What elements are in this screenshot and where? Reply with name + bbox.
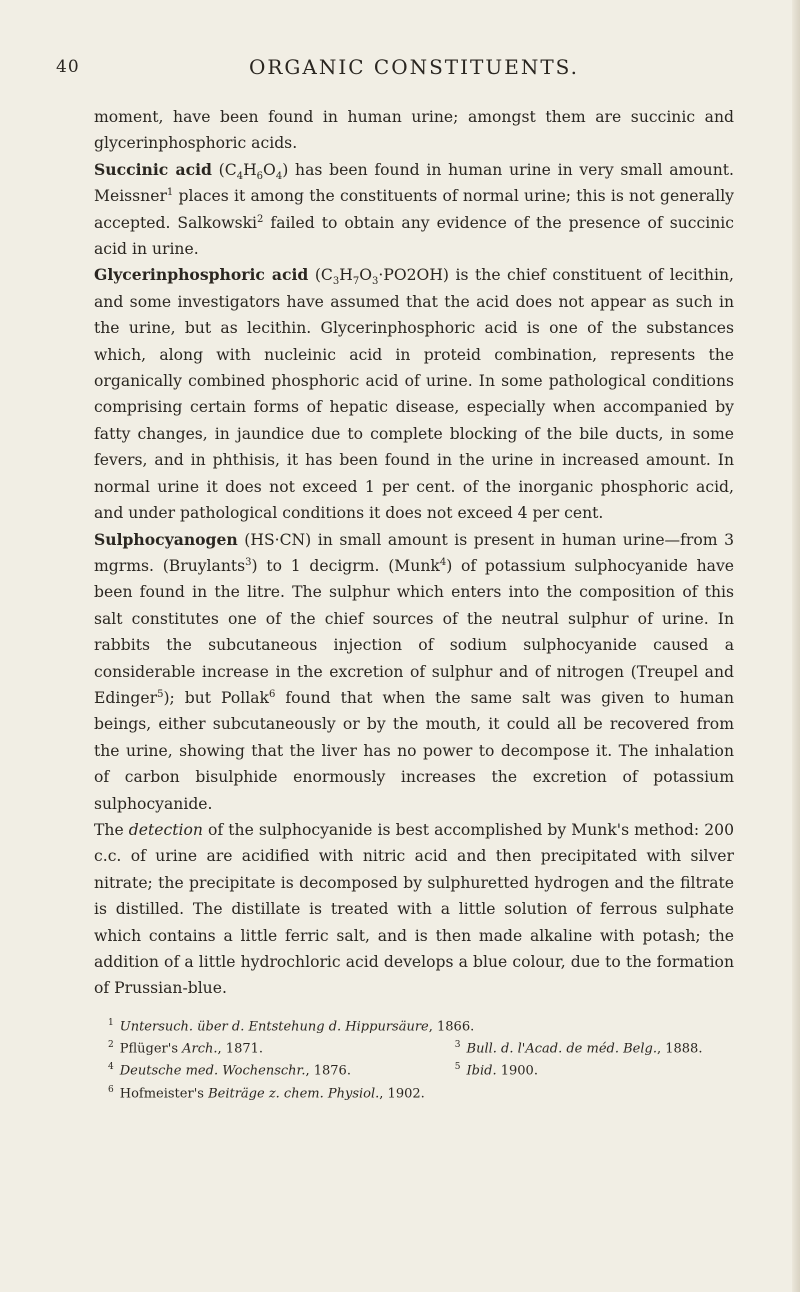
footnote-ref-3: 3	[245, 556, 252, 568]
footnote-ref-2: 2	[257, 213, 264, 225]
footnote-row	[94, 1081, 734, 1103]
running-title: ORGANIC CONSTITUENTS.	[248, 55, 580, 79]
footnote-row	[94, 1036, 734, 1058]
footnote-6: $^6$ Hofmeister's Beiträge z. chem. Physiol., 1902.	[108, 1084, 425, 1102]
page-number: 40	[56, 57, 80, 77]
paragraph-sulphocyanogen: Sulphocyanogen (HS·CN) in small amount is present in human urine—from 3 mgrms. (Bruylants$^3$) to 1 decigrm. (Munk$^4$) of potassium sulphocyanide have been found in the litre. The sulphur which enters into the composition of this salt constitutes one of the chief sources of the neutral sulphur of urine. In rabbits the subcutaneous injection of sodium sulphocyanide caused a considerable increase in the excretion of sulphur and of nitrogen (Treupel and Edinger$^5$); but Pollak$^6$ found that when the same salt was given to human beings, either subcutaneously or by the mouth, it could all be recovered from the urine, showing that the liver has no power to decompose it. The inhalation of carbon bisulphide enormously increases the excretion of potassium sulphocyanide.	[94, 529, 735, 813]
footnote-4: $^4$ Deutsche med. Wochenschr., 1876.	[108, 1062, 351, 1079]
footnote-5: $^5$ Ibid. 1900.	[454, 1062, 538, 1079]
glycerinphosphoric-acid-heading: Glycerinphosphoric acid	[94, 265, 309, 285]
footnote-ref-4: 4	[439, 556, 447, 568]
footnote-1: $^1$ Untersuch. über d. Entstehung d. Hippursäure, 1866.	[108, 1017, 475, 1035]
footnote-row	[94, 1058, 734, 1080]
paragraph-detection: The detection of the sulphocyanide is best accomplished by Munk's method: 200 c.c. of urine are acidified with nitric acid and then precipitated with silver nitrate; the precipitate is decomposed by sulphuretted hydrogen and the filtrate is distilled. The distillate is treated with a little solution of ferrous sulphate which contains a little ferric salt, and is then made alkaline with potash; the addition of a little hydrochloric acid develops a blue colour, due to the formation of Prussian-blue.	[94, 820, 734, 998]
paragraph-intro: moment, have been found in human urine; amongst them are succinic and glycerinphosphoric acids.	[94, 108, 734, 153]
footnote-3: $^3$ Bull. d. l'Acad. de méd. Belg., 1888.	[454, 1040, 703, 1057]
page-header	[56, 52, 734, 82]
body-text	[94, 104, 734, 1002]
footnote-row	[94, 1014, 734, 1036]
footnote-ref-6: 6	[269, 688, 276, 700]
page-edge	[792, 0, 800, 1292]
footnotes	[94, 1014, 734, 1103]
succinic-acid-heading: Succinic acid	[94, 159, 212, 179]
footnote-ref-1: 1	[166, 187, 174, 199]
sulphocyanogen-heading: Sulphocyanogen	[94, 529, 238, 549]
paragraph-succinic-acid: Succinic acid $(C_4H_6O_4)$ has been found in human urine in very small amount. Meissner$^1$ places it among the constituents of normal urine; this is not generally accepted. Salkowski$^2$ failed to obtain any evidence of the presence of succinic acid in urine.	[94, 159, 734, 259]
detection-emphasis: detection	[128, 820, 203, 839]
footnote-ref-5: 5	[157, 688, 164, 700]
glycerinphosphoric-acid-formula: $(C_3H_7O_3\cdot PO2OH)$	[314, 266, 449, 288]
paragraph-glycerinphosphoric-acid: Glycerinphosphoric acid $(C_3H_7O_3\cdot PO2OH)$ is the chief constituent of lecithin, and some investigators have assumed that the acid does not appear as such in the urine, but as lecithin. Glycerinphosphoric acid is one of the substances which, along with nucleinic acid in proteid combination, represents the organically combined phosphoric acid of urine. In some pathological conditions comprising certain forms of hepatic disease, especially when accompanied by fatty changes, in jaundice due to complete blocking of the bile ducts, in some fevers, and in phthisis, it has been found in the urine in increased amount. In normal urine it does not exceed 1 per cent. of the inorganic phosphoric acid, and under pathological conditions it does not exceed 4 per cent.	[94, 265, 734, 523]
footnote-2: $^2$ Pflüger's Arch., 1871.	[108, 1040, 264, 1057]
succinic-acid-formula: $(C_4H_6O_4)$	[218, 160, 289, 182]
